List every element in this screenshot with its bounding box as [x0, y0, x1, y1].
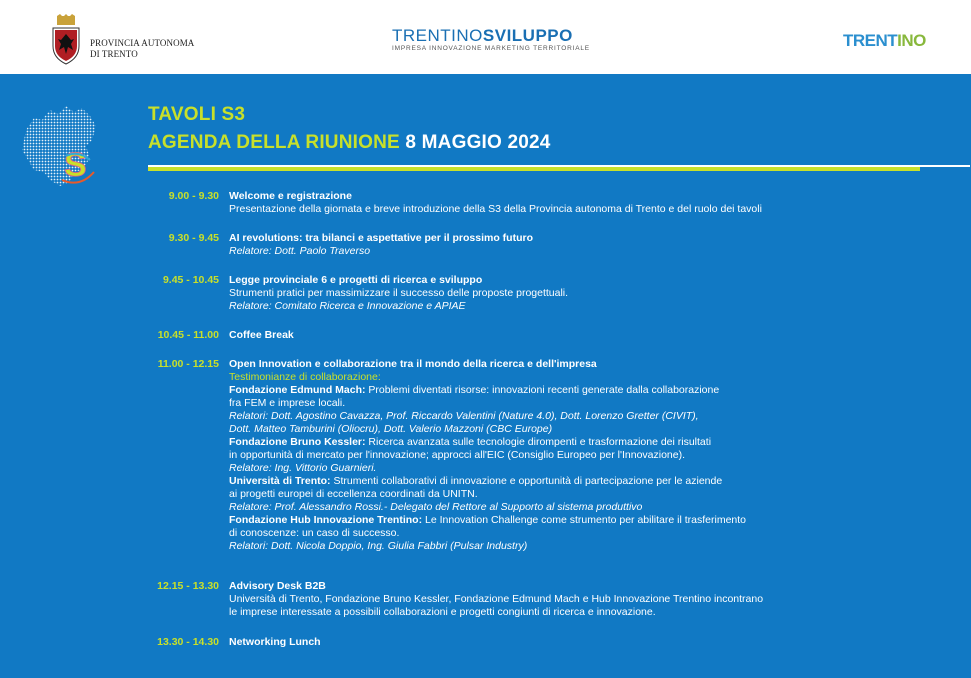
title-agenda: [148, 132, 551, 154]
agenda-desc2: le imprese interessate a possibili collaborazioni e progetti congiunti di ricerca e innovazione.: [229, 606, 656, 618]
header-bar: [0, 0, 971, 74]
unitn-desc2: ai progetti europei di eccellenza coordinati da UNITN.: [229, 488, 478, 500]
fem-relatori2: Dott. Matteo Tamburini (Oliocru), Dott. Valerio Mazzoni (CBC Europe): [229, 423, 553, 435]
agenda-title: Coffee Break: [229, 329, 294, 341]
agenda-title: Open Innovation e collaborazione tra il mondo della ricerca e dell'impresa: [229, 358, 597, 370]
ts-logo-bold: SVILUPPO: [482, 26, 573, 45]
hub-name: Fondazione Hub Innovazione Trentino:: [229, 514, 423, 526]
provincia-line2: DI TRENTO: [90, 49, 138, 59]
trentino-logo: [843, 31, 926, 51]
agenda-title: Networking Lunch: [229, 636, 321, 648]
agenda-time: 9.45 - 10.45: [162, 274, 219, 286]
testimonianze-label: Testimonianze di collaborazione:: [229, 371, 381, 383]
title-date: 8 MAGGIO 2024: [405, 132, 551, 153]
agenda-desc: Strumenti pratici per massimizzare il successo delle proposte progettuali.: [229, 287, 569, 299]
trentino-map-s3-icon: [20, 100, 100, 192]
ts-tagline: IMPRESA INNOVAZIONE MARKETING TERRITORIALE: [392, 45, 590, 52]
agenda-title: AI revolutions: tra bilanci e aspettative per il prossimo futuro: [229, 232, 533, 244]
agenda-time: 9.00 - 9.30: [168, 190, 219, 202]
provincia-crest-icon: [50, 14, 82, 66]
hub-relatori: Relatori: Dott. Nicola Doppio, Ing. Giulia Fabbri (Pulsar Industry): [229, 540, 528, 552]
fem-name: Fondazione Edmund Mach:: [229, 384, 366, 396]
agenda-title: Advisory Desk B2B: [229, 580, 326, 592]
agenda-time: 9.30 - 9.45: [168, 232, 219, 244]
title-agenda-prefix: AGENDA DELLA RIUNIONE: [148, 132, 400, 153]
hub-desc1: Le Innovation Challenge come strumento per abilitare il trasferimento: [422, 514, 746, 526]
s3-mark: S: [64, 146, 87, 184]
fbk-desc2: in opportunità di mercato per l'innovazione; approcci all'EIC (Consiglio Europeo per l'Innovazione).: [229, 449, 686, 461]
agenda-title: Legge provinciale 6 e progetti di ricerca e sviluppo: [229, 274, 483, 286]
agenda-desc1: Università di Trento, Fondazione Bruno Kessler, Fondazione Edmund Mach e Hub Innovazione Trentino incontrano: [229, 593, 764, 605]
agenda-relatore: Relatore: Dott. Paolo Traverso: [229, 245, 371, 257]
trentino-sviluppo-logo: [392, 26, 573, 46]
agenda-time: 11.00 - 12.15: [157, 358, 219, 370]
agenda-time: 12.15 - 13.30: [157, 580, 219, 592]
title-tavoli: TAVOLI S3: [148, 104, 246, 125]
agenda-relatore: Relatore: Comitato Ricerca e Innovazione e APIAE: [229, 300, 466, 312]
provincia-name: [90, 38, 194, 60]
fem-desc2: fra FEM e imprese locali.: [229, 397, 346, 409]
unitn-relatore: Relatore: Prof. Alessandro Rossi.- Delegato del Rettore al Supporto al sistema produttivo: [229, 501, 643, 513]
fbk-desc1: Ricerca avanzata sulle tecnologie dirompenti e trasformazione dei risultati: [365, 436, 712, 448]
agenda-desc: Presentazione della giornata e breve introduzione della S3 della Provincia autonoma di Trento e del ruolo dei tavoli: [229, 203, 762, 215]
trentino-logo-part1: TRENT: [843, 31, 898, 50]
agenda-time: 13.30 - 14.30: [157, 636, 219, 648]
fem-desc1: Problemi diventati risorse: innovazioni recenti generate dalla collaborazione: [365, 384, 720, 396]
fem-relatori1: Relatori: Dott. Agostino Cavazza, Prof. Riccardo Valentini (Nature 4.0), Dott. Lorenzo Gretter (CIVIT),: [229, 410, 699, 422]
agenda-title: Welcome e registrazione: [229, 190, 352, 202]
provincia-line1: PROVINCIA AUTONOMA: [90, 38, 195, 48]
fbk-name: Fondazione Bruno Kessler:: [229, 436, 366, 448]
ts-logo-light: TRENTINO: [392, 26, 483, 45]
trentino-logo-part2: INO: [897, 31, 926, 50]
divider-green: [148, 167, 920, 171]
fbk-relatore: Relatore: Ing. Vittorio Guarnieri.: [229, 462, 377, 474]
agenda-time: 10.45 - 11.00: [157, 329, 219, 341]
hub-desc2: di conoscenze: un caso di successo.: [229, 527, 400, 539]
unitn-name: Università di Trento:: [229, 475, 331, 487]
unitn-desc1: Strumenti collaborativi di innovazione e opportunità di partecipazione per le aziende: [330, 475, 723, 487]
